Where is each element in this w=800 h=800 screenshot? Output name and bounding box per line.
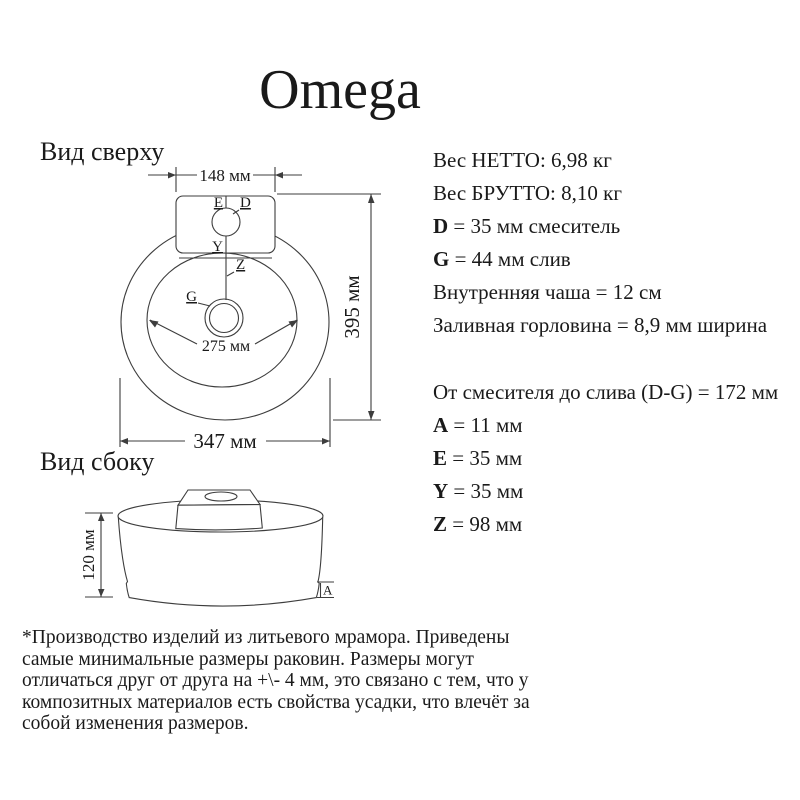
drain-hole-outer [205,299,243,337]
label-a: A [323,582,333,598]
dim-deck-width-text: 148 мм [199,166,251,185]
label-e: E [213,195,223,211]
label-g: G [186,289,197,305]
spec-z: Z = 98 мм [433,512,523,536]
spec-filler-neck: Заливная горловина = 8,9 мм ширина [433,313,768,337]
top-view-heading: Вид сверху [40,137,165,166]
production-footnote [22,627,530,735]
label-z-leader [227,272,234,276]
footnote-line: композитных материалов есть свойства усадки, что влечёт за [22,691,530,713]
spec-weight-net: Вес НЕТТО: 6,98 кг [433,148,612,172]
label-g-leader [198,303,210,306]
label-d: D [240,195,251,211]
top-view-drawing [85,160,400,455]
spec-g-drain: G = 44 мм слив [433,247,571,271]
label-y: Y [212,239,223,255]
spec-y: Y = 35 мм [433,479,524,503]
footnote-line: собой изменения размеров. [22,713,249,735]
footnote-line: отличаться друг от друга на +\- 4 мм, это связано с тем, что у [22,670,529,692]
drain-hole-inner [210,304,239,333]
specs-list [433,144,778,541]
dim-outer-width-text: 347 мм [193,429,257,453]
side-view-heading: Вид сбоку [40,447,155,476]
spec-mixer-to-drain: От смесителя до слива (D-G) = 172 мм [433,380,779,404]
sink-inner-bowl [147,253,297,387]
spec-d-mixer: D = 35 мм смеситель [433,214,621,238]
footnote-line: самые минимальные размеры раковин. Размеры могут [22,648,474,670]
spec-a: A = 11 мм [433,413,523,437]
spec-e: E = 35 мм [433,446,523,470]
label-z: Z [236,257,246,273]
dim-height-text: 120 мм [79,529,98,581]
side-view-drawing [70,478,360,620]
footnote-line: *Производство изделий из литьевого мрамора. Приведены [22,627,510,648]
spec-weight-gross: Вес БРУТТО: 8,10 кг [433,181,622,205]
dim-total-depth-text: 395 мм [340,275,364,339]
product-title: Omega [259,59,421,121]
spec-inner-bowl: Внутренняя чаша = 12 см [433,280,662,304]
faucet-deck-front-face [176,505,262,530]
dim-total-depth [277,194,381,420]
faucet-hole-side [205,492,237,501]
dim-inner-bowl-text: 275 мм [201,338,251,355]
